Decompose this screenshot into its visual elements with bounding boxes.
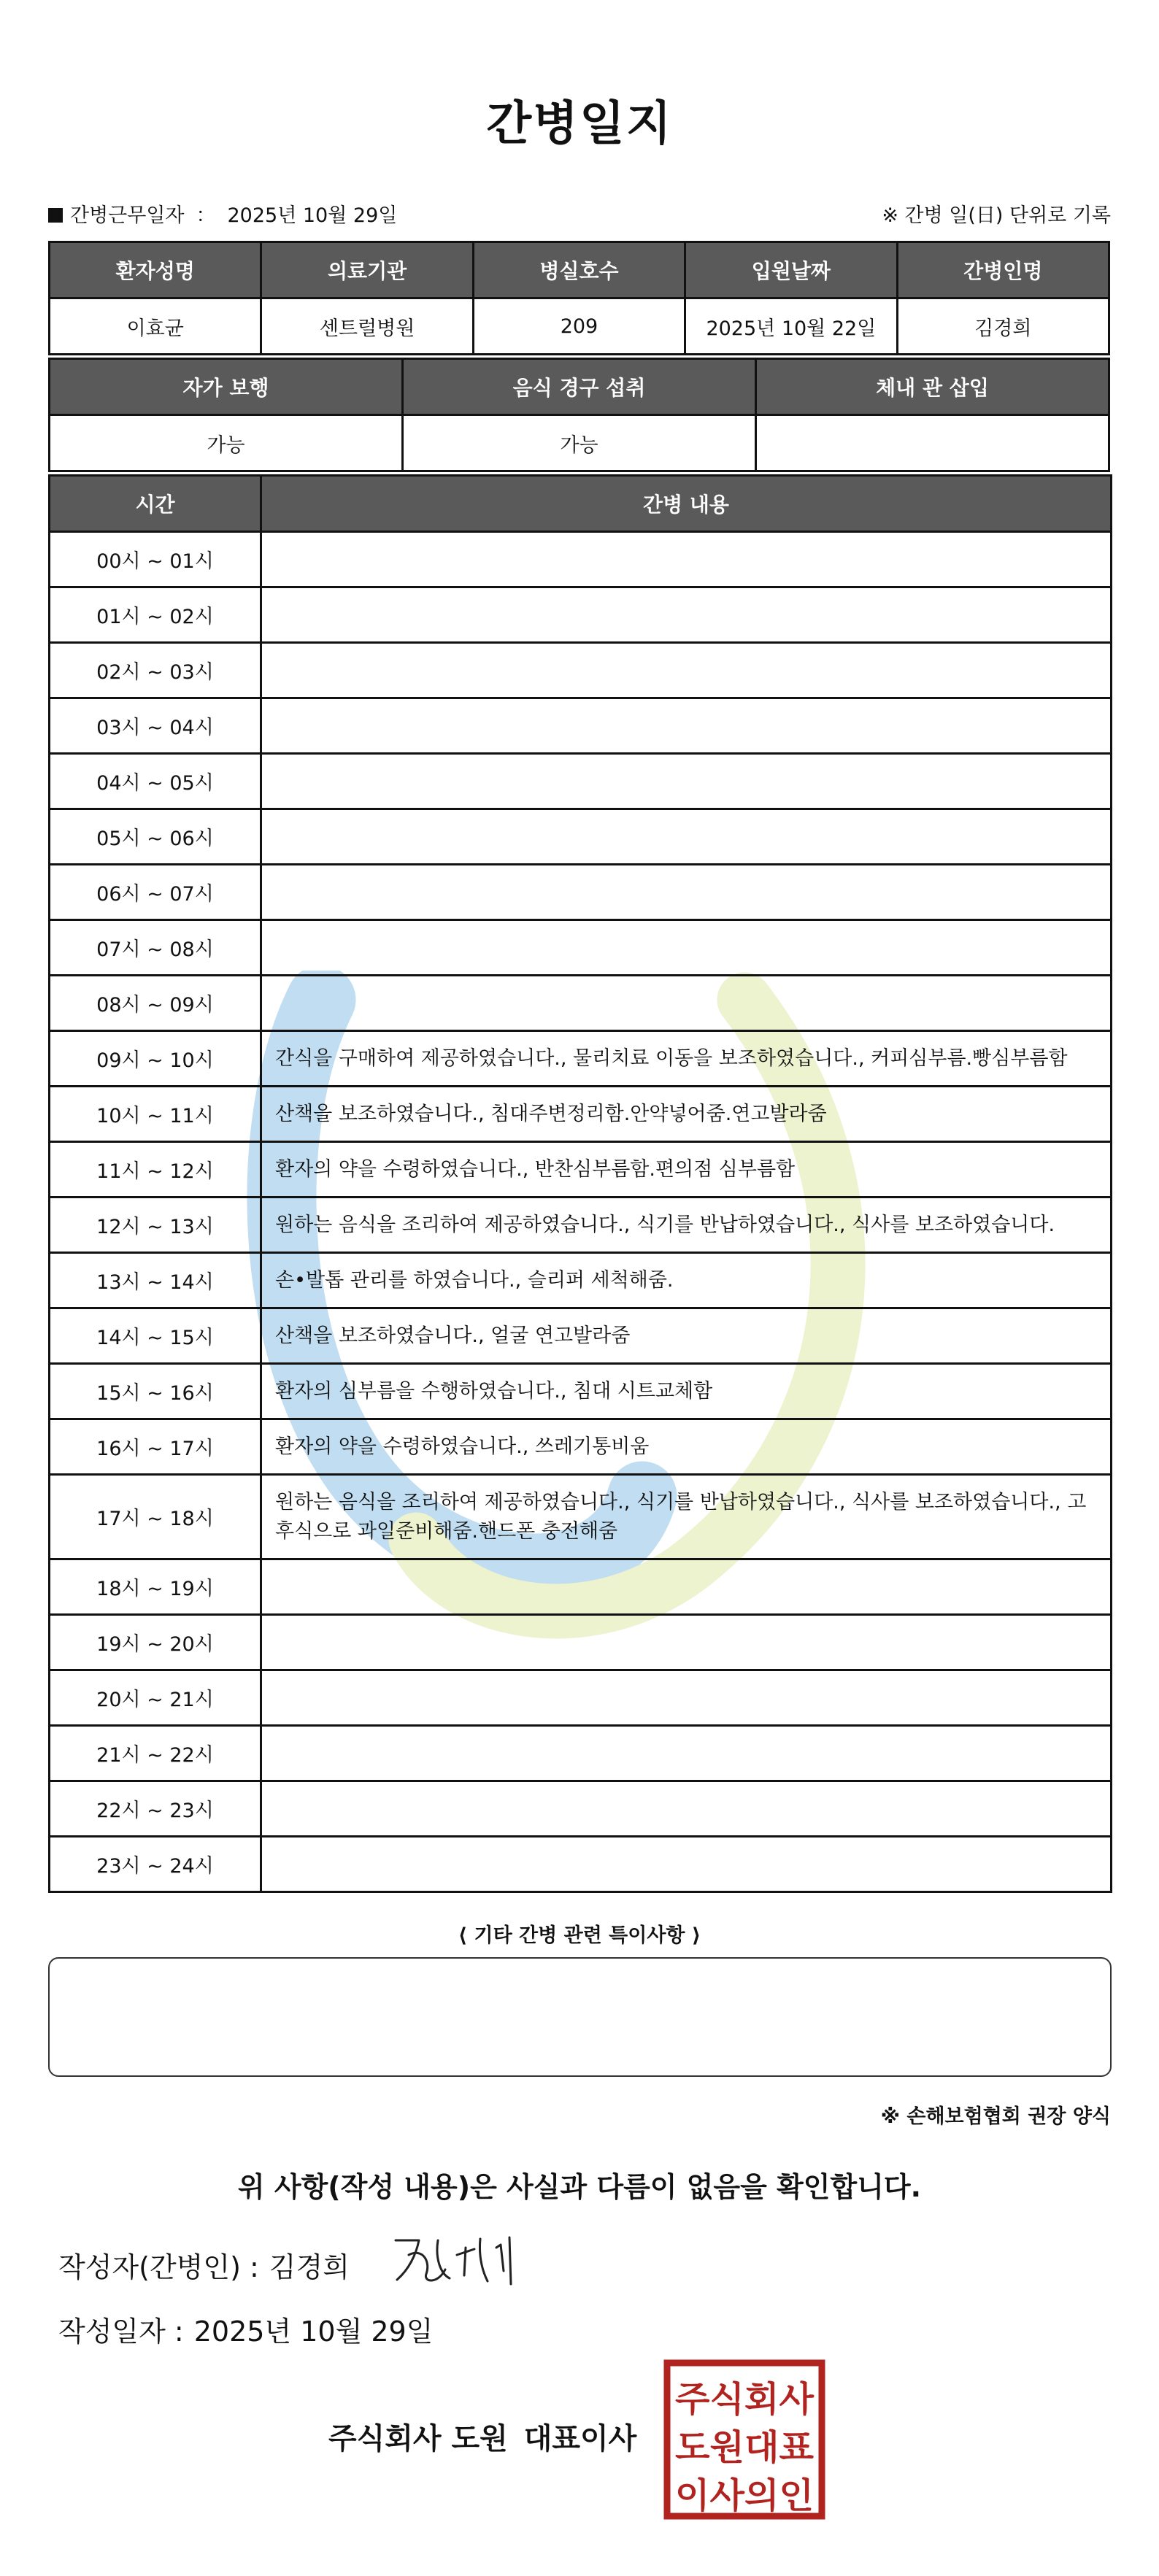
time-slot: 09시 ~ 10시 <box>50 1031 261 1087</box>
written-date-line <box>58 2309 433 2349</box>
table-row <box>50 920 1112 976</box>
work-date-separator: ： <box>196 204 216 227</box>
table-row <box>50 1559 1112 1615</box>
table-row <box>50 1837 1112 1892</box>
patient-info-table <box>48 241 1110 355</box>
time-slot: 12시 ~ 13시 <box>50 1198 261 1253</box>
table-row <box>50 976 1112 1031</box>
time-slot: 01시 ~ 02시 <box>50 587 261 643</box>
care-content <box>261 809 1112 865</box>
other-notes-label: ⟨ 기타 간병 관련 특이사항 ⟩ <box>458 1924 701 1947</box>
header-hospital: 의료기관 <box>261 242 473 298</box>
time-slot: 16시 ~ 17시 <box>50 1419 261 1475</box>
table-row <box>50 698 1112 754</box>
table-row <box>50 1087 1112 1142</box>
care-content: 간식을 구매하여 제공하였습니다., 물리치료 이동을 보조하였습니다., 커피심부름.빵심부름함 <box>261 1031 1112 1087</box>
care-content: 환자의 약을 수령하였습니다., 쓰레기통비움 <box>261 1419 1112 1475</box>
self-walking-value: 가능 <box>50 415 403 471</box>
table-row <box>50 1726 1112 1781</box>
care-content <box>261 1837 1112 1892</box>
care-content <box>261 1615 1112 1670</box>
header-oral-intake: 음식 경구 섭취 <box>403 359 756 415</box>
form-note: ※ 손해보험협회 권장 양식 <box>880 2105 1111 2128</box>
ability-table <box>48 358 1110 472</box>
care-content <box>261 920 1112 976</box>
care-log-table <box>48 474 1112 1893</box>
written-date-value: 2025년 10월 29일 <box>193 2315 434 2348</box>
other-notes-box <box>48 1957 1112 2077</box>
time-slot: 07시 ~ 08시 <box>50 920 261 976</box>
seal-text-row-1: 주식회사 <box>675 2379 815 2420</box>
time-slot: 11시 ~ 12시 <box>50 1142 261 1198</box>
work-date-label: 간병근무일자 <box>70 204 185 227</box>
seal-text-row-3: 이사의인 <box>675 2475 814 2516</box>
time-slot: 06시 ~ 07시 <box>50 865 261 920</box>
table-row <box>50 1031 1112 1087</box>
care-content: 원하는 음식을 조리하여 제공하였습니다., 식기를 반납하였습니다., 식사를 보조하였습니다. <box>261 1198 1112 1253</box>
confirmation-statement: 위 사항(작성 내용)은 사실과 다름이 없음을 확인합니다. <box>237 2171 922 2203</box>
time-slot: 20시 ~ 21시 <box>50 1670 261 1726</box>
care-content: 산책을 보조하였습니다., 침대주변정리함.안약넣어줌.연고발라줌 <box>261 1087 1112 1142</box>
page-title: 간병일지 <box>486 97 673 151</box>
time-slot: 10시 ~ 11시 <box>50 1087 261 1142</box>
time-slot: 04시 ~ 05시 <box>50 754 261 809</box>
header-admission-date: 입원날짜 <box>685 242 897 298</box>
header-caregiver: 간병인명 <box>897 242 1109 298</box>
admission-date: 2025년 10월 22일 <box>685 298 897 355</box>
header-time: 시간 <box>50 476 261 532</box>
care-content <box>261 1670 1112 1726</box>
care-content <box>261 865 1112 920</box>
care-content <box>261 1781 1112 1837</box>
time-slot: 13시 ~ 14시 <box>50 1253 261 1308</box>
work-date <box>48 199 397 228</box>
table-row <box>50 1615 1112 1670</box>
oral-intake-value: 가능 <box>403 415 756 471</box>
caregiver-name: 김경희 <box>897 298 1109 355</box>
work-date-value: 2025년 10월 29일 <box>227 204 398 227</box>
table-row <box>50 865 1112 920</box>
care-content <box>261 1559 1112 1615</box>
patient-name: 이효균 <box>50 298 261 355</box>
care-content <box>261 976 1112 1031</box>
written-date-label: 작성일자 : <box>58 2315 184 2348</box>
writer-name: 김경희 <box>269 2251 350 2283</box>
table-row <box>50 1198 1112 1253</box>
time-slot: 17시 ~ 18시 <box>50 1475 261 1559</box>
company-seal <box>663 2359 826 2521</box>
care-content: 환자의 심부름을 수행하였습니다., 침대 시트교체함 <box>261 1364 1112 1419</box>
company-ceo-title: 대표이사 <box>523 2422 637 2456</box>
table-row <box>50 1419 1112 1475</box>
time-slot: 14시 ~ 15시 <box>50 1308 261 1364</box>
header-tube-insertion: 체내 관 삽입 <box>756 359 1109 415</box>
tube-insertion-value <box>756 415 1109 471</box>
time-slot: 21시 ~ 22시 <box>50 1726 261 1781</box>
care-content <box>261 754 1112 809</box>
care-content <box>261 643 1112 698</box>
table-row <box>50 532 1112 587</box>
table-row <box>50 1142 1112 1198</box>
room-number: 209 <box>473 298 685 355</box>
company-line <box>328 2415 636 2457</box>
table-row <box>50 643 1112 698</box>
table-row <box>50 809 1112 865</box>
table-row <box>50 754 1112 809</box>
care-content <box>261 587 1112 643</box>
care-content <box>261 532 1112 587</box>
care-content <box>261 698 1112 754</box>
care-content: 원하는 음식을 조리하여 제공하였습니다., 식기를 반납하였습니다., 식사를 보조하였습니다., 고후식으로 과일준비해줌.핸드폰 충전해줌 <box>261 1475 1112 1559</box>
writer-line <box>58 2245 350 2285</box>
table-row <box>50 1308 1112 1364</box>
care-content: 손•발톱 관리를 하였습니다., 슬리퍼 세척해줌. <box>261 1253 1112 1308</box>
time-slot: 00시 ~ 01시 <box>50 532 261 587</box>
handwritten-signature <box>387 2226 525 2291</box>
table-row <box>50 1253 1112 1308</box>
header-care-content: 간병 내용 <box>261 476 1112 532</box>
care-log-rows <box>50 532 1112 1892</box>
time-slot: 22시 ~ 23시 <box>50 1781 261 1837</box>
care-content: 환자의 약을 수령하였습니다., 반찬심부름함.편의점 심부름함 <box>261 1142 1112 1198</box>
header-room: 병실호수 <box>473 242 685 298</box>
table-row <box>50 1781 1112 1837</box>
table-row <box>50 1475 1112 1559</box>
hospital: 센트럴병원 <box>261 298 473 355</box>
care-content: 산책을 보조하였습니다., 얼굴 연고발라줌 <box>261 1308 1112 1364</box>
time-slot: 23시 ~ 24시 <box>50 1837 261 1892</box>
table-row <box>50 1364 1112 1419</box>
table-row <box>50 1670 1112 1726</box>
time-slot: 15시 ~ 16시 <box>50 1364 261 1419</box>
time-slot: 03시 ~ 04시 <box>50 698 261 754</box>
company-name: 주식회사 도원 <box>328 2422 508 2456</box>
time-slot: 18시 ~ 19시 <box>50 1559 261 1615</box>
header-self-walking: 자가 보행 <box>50 359 403 415</box>
unit-note: ※ 간병 일(日) 단위로 기록 <box>882 204 1111 227</box>
seal-text-row-2: 도원대표 <box>675 2427 815 2468</box>
care-content <box>261 1726 1112 1781</box>
time-slot: 08시 ~ 09시 <box>50 976 261 1031</box>
time-slot: 02시 ~ 03시 <box>50 643 261 698</box>
time-slot: 19시 ~ 20시 <box>50 1615 261 1670</box>
table-row <box>50 587 1112 643</box>
square-bullet-icon <box>48 208 63 223</box>
header-patient-name: 환자성명 <box>50 242 261 298</box>
time-slot: 05시 ~ 06시 <box>50 809 261 865</box>
writer-label: 작성자(간병인) : <box>58 2251 259 2283</box>
